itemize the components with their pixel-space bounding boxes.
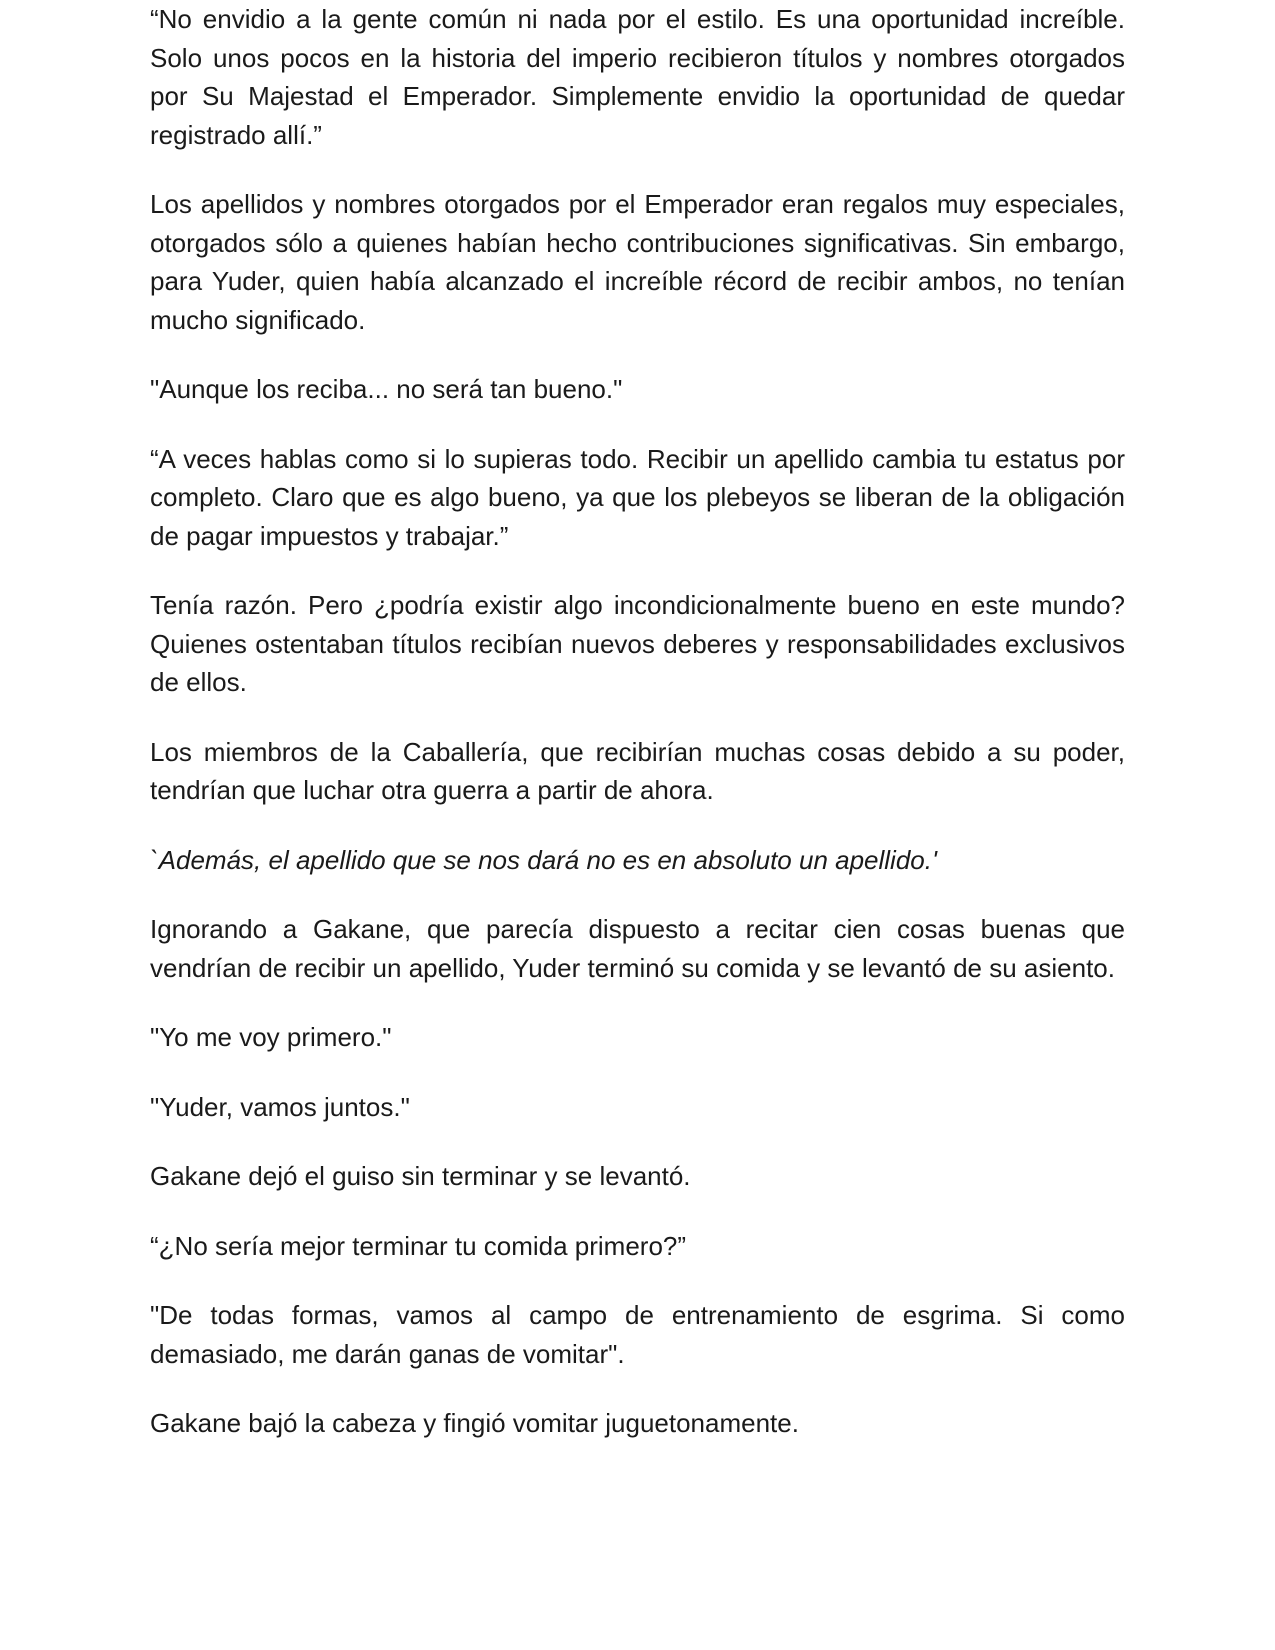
paragraph-14: Gakane bajó la cabeza y fingió vomitar juguetonamente.	[150, 1408, 799, 1438]
paragraph-12: “¿No sería mejor terminar tu comida primero?”	[150, 1230, 687, 1261]
paragraph-5: Tenía razón. Pero ¿podría existir algo incondicionalmente bueno en este mundo? Quienes ostentaban títulos recibían nuevos deberes y responsabilidades exclusivos de ellos.	[150, 590, 1125, 697]
paragraph-6: Los miembros de la Caballería, que recibirían muchas cosas debido a su poder, tendrían que luchar otra guerra a partir de ahora.	[150, 736, 1125, 805]
paragraph-4: “A veces hablas como si lo supieras todo. Recibir un apellido cambia tu estatus por completo. Claro que es algo bueno, ya que los plebeyos se liberan de la obligación de pagar impuestos y trabajar.”	[150, 443, 1125, 551]
paragraph-8: Ignorando a Gakane, que parecía dispuesto a recitar cien cosas buenas que vendrían de recibir un apellido, Yuder terminó su comida y se levantó de su asiento.	[150, 914, 1125, 983]
paragraph-13: "De todas formas, vamos al campo de entrenamiento de esgrima. Si como demasiado, me darán ganas de vomitar".	[150, 1300, 1125, 1369]
paragraph-2: Los apellidos y nombres otorgados por el Emperador eran regalos muy especiales, otorgados sólo a quienes habían hecho contribuciones significativas. Sin embargo, para Yuder, quien había alcanzado el increíble récord de recibir ambos, no tenían mucho significado.	[150, 189, 1125, 335]
paragraph-1: “No envidio a la gente común ni nada por el estilo. Es una oportunidad increíble. Solo unos pocos en la historia del imperio recibieron títulos y nombres otorgados por Su Majestad el Emperador. Simplemente envidio la oportunidad de quedar registrado allí.”	[150, 4, 1125, 150]
paragraph-9: "Yo me voy primero."	[150, 1022, 392, 1052]
paragraph-7-thought: `Además, el apellido que se nos dará no es en absoluto un apellido.'	[150, 844, 937, 875]
document-page	[150, 0, 1125, 1474]
paragraph-3: "Aunque los reciba... no será tan bueno."	[150, 374, 623, 404]
paragraph-11: Gakane dejó el guiso sin terminar y se levantó.	[150, 1161, 691, 1191]
paragraph-10: "Yuder, vamos juntos."	[150, 1091, 410, 1122]
